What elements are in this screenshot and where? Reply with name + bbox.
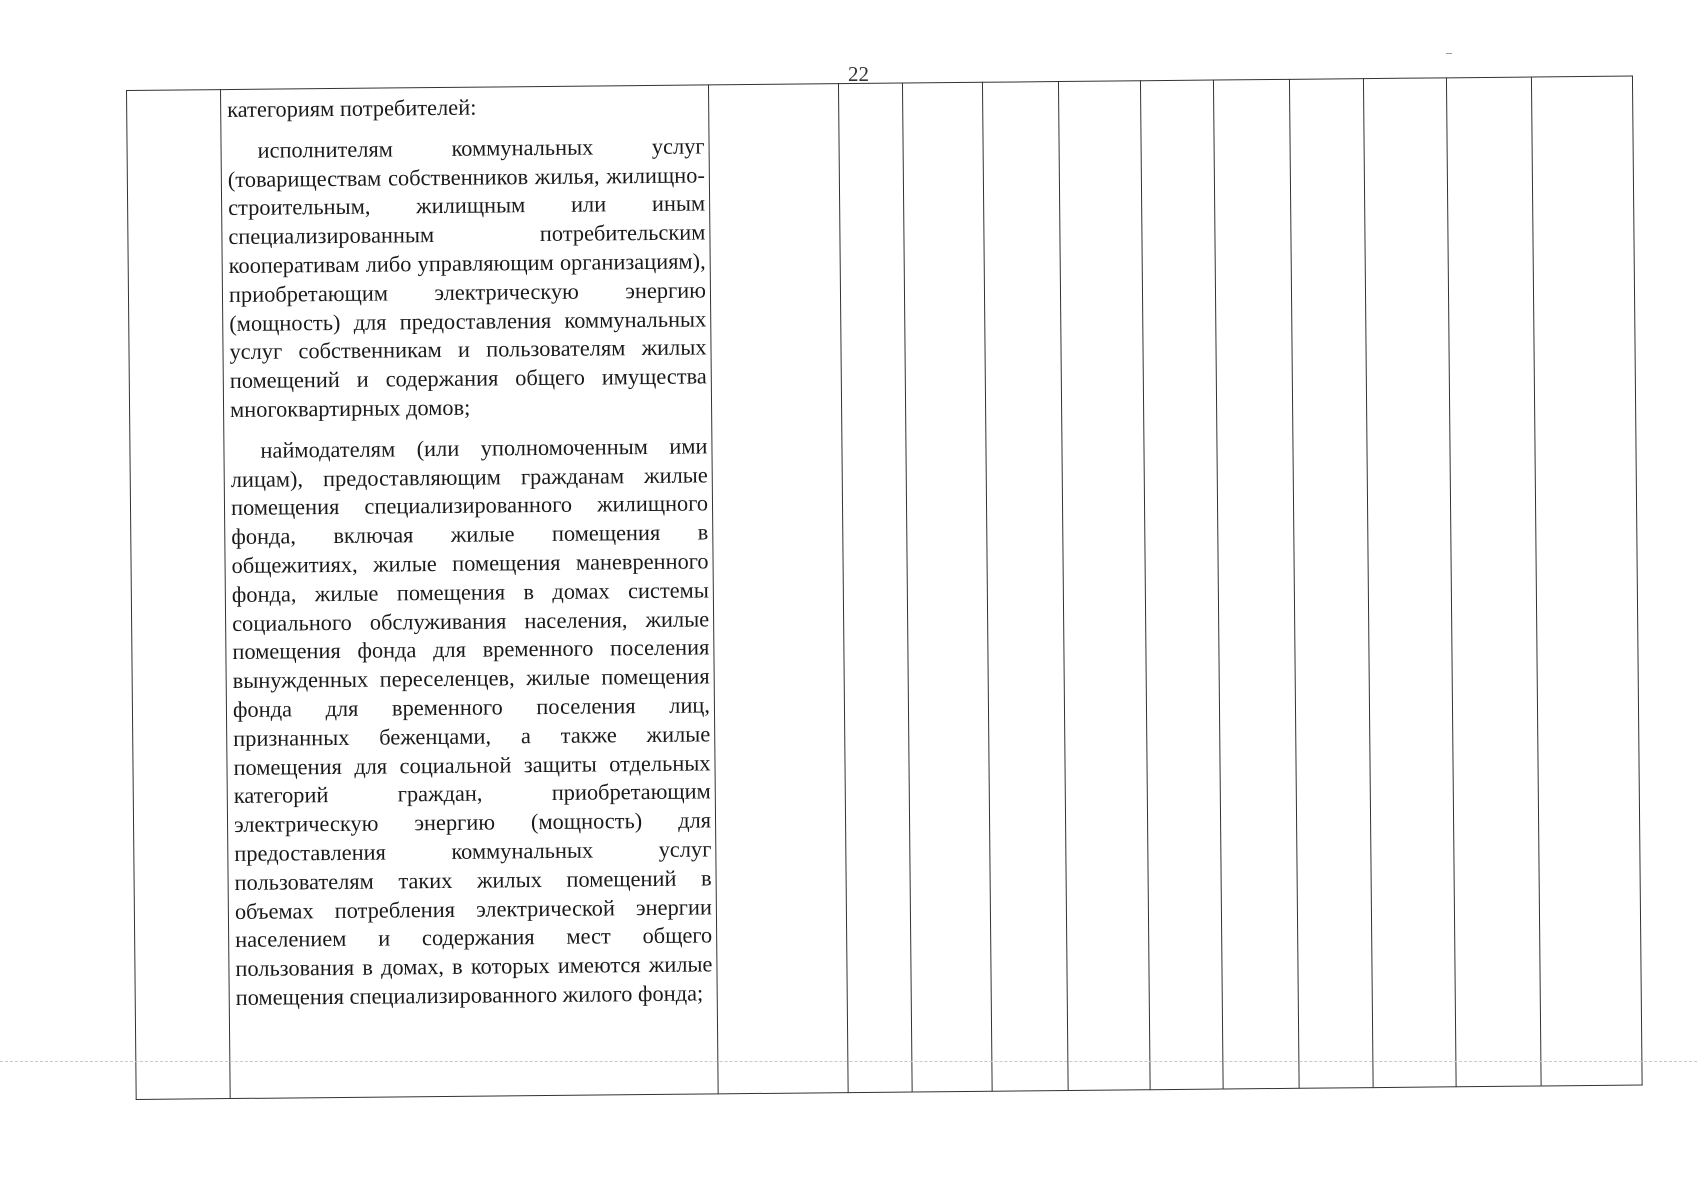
table-cell-empty — [1213, 79, 1299, 1089]
table-cell-empty — [1363, 78, 1456, 1088]
page-number: 22 — [848, 62, 869, 86]
table-cell-empty — [838, 83, 912, 1093]
table-cell-empty — [982, 82, 1068, 1092]
table-cell-empty — [1289, 79, 1373, 1089]
document-table — [126, 76, 1643, 1100]
table-cell-empty — [902, 82, 992, 1092]
paragraph-landlords: наймодателям (или уполномоченным ими лицам), предоставляющим гражданам жилые помещения специализированного жилищного фонда, включая жилые помещения в общежитиях, жилые помещения маневренного фонда, жилые помещения в домах системы социального обслуживания населения, жилые помещения фонда для временного поселения вынужденных переселенцев, жилые помещения фонда для временного поселения лиц, признанных беженцами, а также жилые помещения для социальной защиты отдельных категорий граждан, приобретающим электрическую энергию (мощность) для предоставления коммунальных услуг пользователям таких жилых помещений в объемах потребления электрической энергии населением и содержания мест общего пользования в домах, в которых имеются жилые помещения специализированного жилого фонда; — [230, 433, 713, 1010]
scan-fold-line — [0, 1061, 1697, 1062]
table-cell-empty — [1446, 77, 1541, 1087]
paragraph-consumer-categories: категориям потребителей: — [227, 94, 477, 123]
table-cell-empty — [708, 84, 848, 1094]
table-cell-empty — [1531, 76, 1642, 1086]
table-row — [127, 76, 1643, 1099]
paragraph-utility-providers: исполнителям коммунальных услуг (товариществам собственников жилья, жилищно-строительным, жилищным или иным специализированным потребительским кооперативам либо управляющим организациям), приобретающим электрическую энергию (мощность) для предоставления коммунальных услуг собственникам и пользователям жилых помещений и содержания общего имущества многоквартирных домов; — [227, 133, 707, 422]
table-cell-description — [221, 85, 719, 1099]
scan-mark — [1446, 53, 1452, 54]
table-cell-number — [127, 90, 231, 1100]
table-cell-empty — [1140, 80, 1223, 1090]
table-cell-empty — [1058, 81, 1150, 1091]
